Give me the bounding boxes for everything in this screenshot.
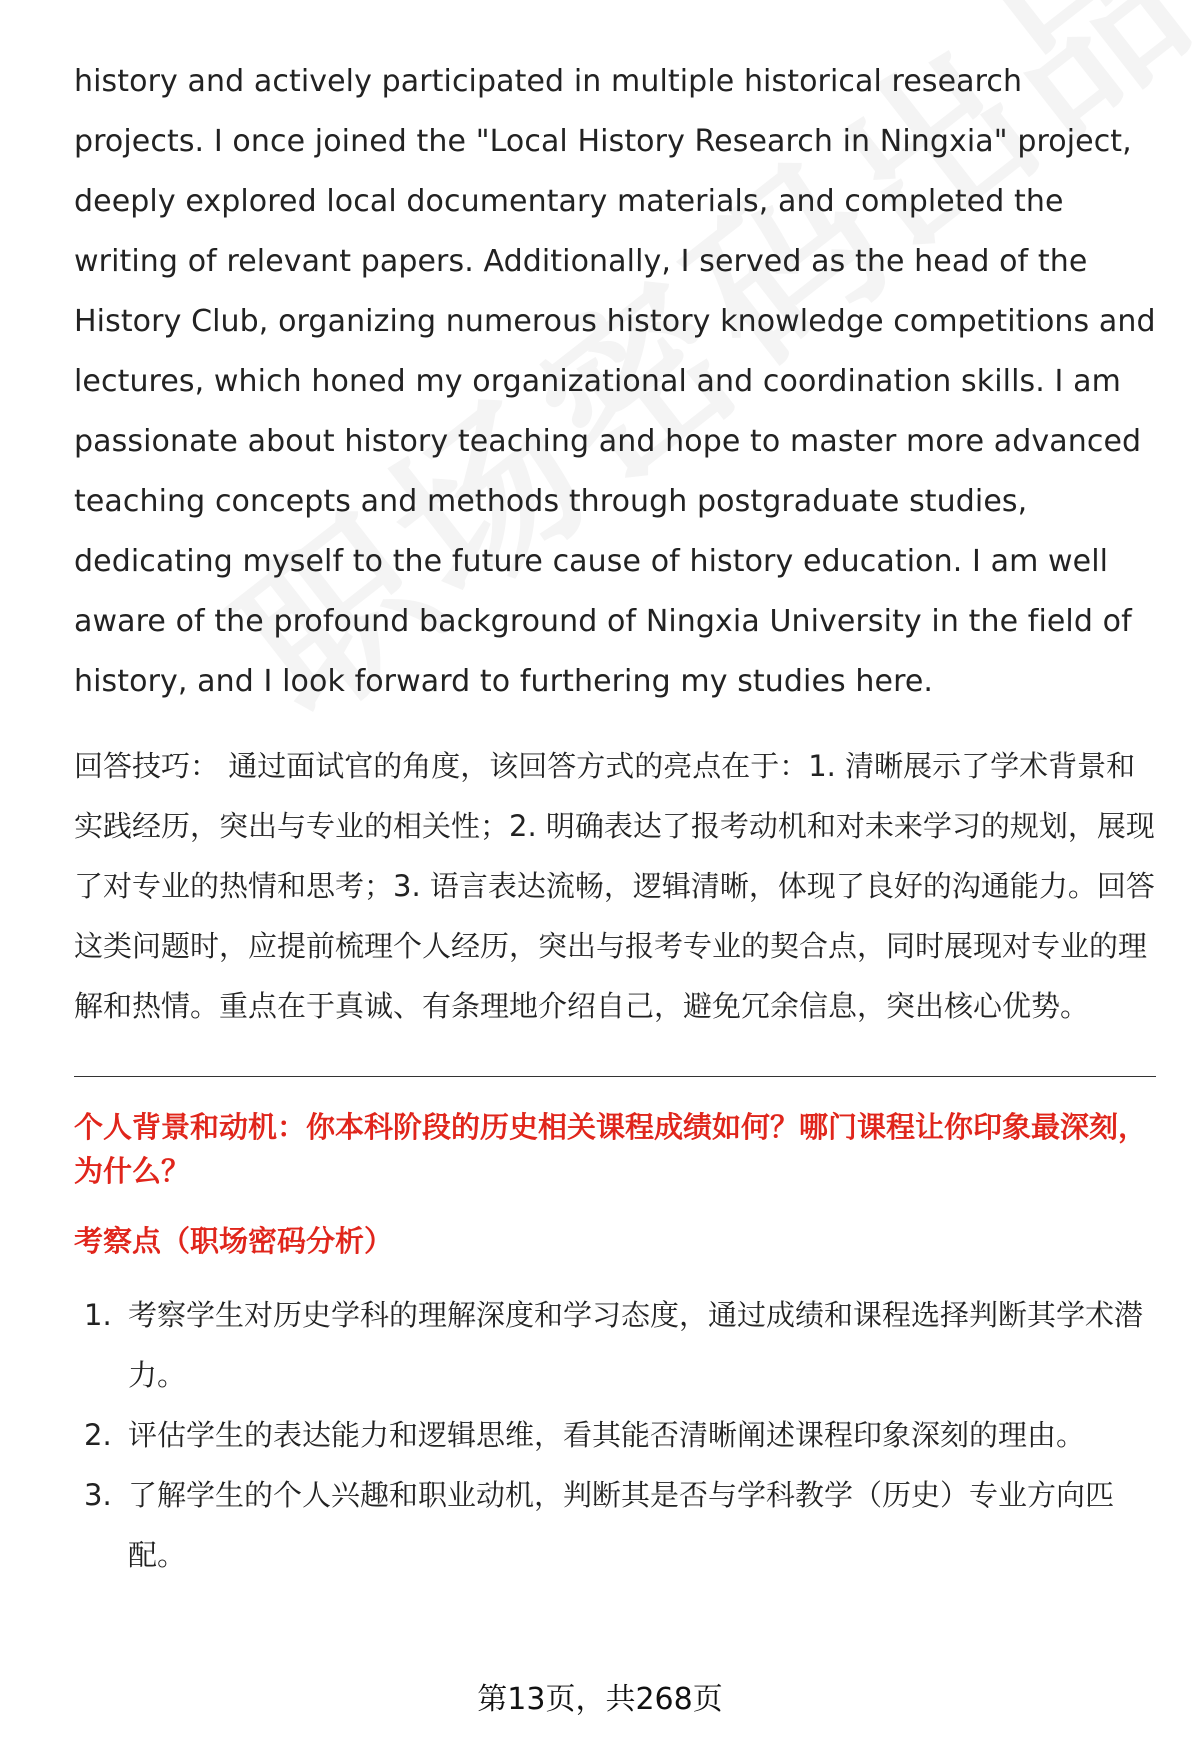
section-divider — [74, 1076, 1156, 1077]
document-page — [74, 52, 1160, 1585]
list-item — [74, 1285, 1160, 1405]
assessment-subheading: 考察点（职场密码分析） — [74, 1224, 394, 1258]
page-number-footer: 第13页，共268页 — [477, 1682, 723, 1717]
assessment-points-list — [74, 1285, 1160, 1585]
list-item-number: 3. — [84, 1478, 112, 1512]
list-item-text: 评估学生的表达能力和逻辑思维，看其能否清晰阐述课程印象深刻的理由。 — [128, 1418, 1086, 1452]
list-item — [74, 1465, 1160, 1585]
list-item — [74, 1405, 1160, 1465]
list-item-text: 了解学生的个人兴趣和职业动机，判断其是否与学科教学（历史）专业方向匹配。 — [128, 1478, 1115, 1572]
answer-english-paragraph: history and actively participated in multiple historical research projects. I once joined the "Local History Research in Ningxia" project, deeply explored local documentary materials, and completed the writing of relevant papers. Additionally, I served as the head of the History Club, organizing numerous history knowledge competitions and lectures, which honed my organizational and coordination skills. I am passionate about history teaching and hope to master more advanced teaching concepts and methods through postgraduate studies, dedicating myself to the future cause of history education. I am well aware of the profound background of Ningxia University in the field of history, and I look forward to furthering my studies here. — [74, 64, 1156, 699]
list-item-number: 1. — [84, 1298, 112, 1332]
answer-tips-paragraph: 回答技巧： 通过面试官的角度，该回答方式的亮点在于：1. 清晰展示了学术背景和实践经历，突出与专业的相关性；2. 明确表达了报考动机和对未来学习的规划，展现了对专业的热情和思考；3. 语言表达流畅，逻辑清晰，体现了良好的沟通能力。回答这类问题时，应提前梳理个人经历，突出与报考专业的契合点，同时展现对专业的理解和热情。重点在于真诚、有条理地介绍自己，避免冗余信息，突出核心优势。 — [74, 749, 1155, 1023]
list-item-number: 2. — [84, 1418, 112, 1452]
question-heading: 个人背景和动机：你本科阶段的历史相关课程成绩如何？哪门课程让你印象最深刻，为什么？ — [74, 1110, 1148, 1188]
list-item-text: 考察学生对历史学科的理解深度和学习态度，通过成绩和课程选择判断其学术潜力。 — [128, 1298, 1144, 1392]
